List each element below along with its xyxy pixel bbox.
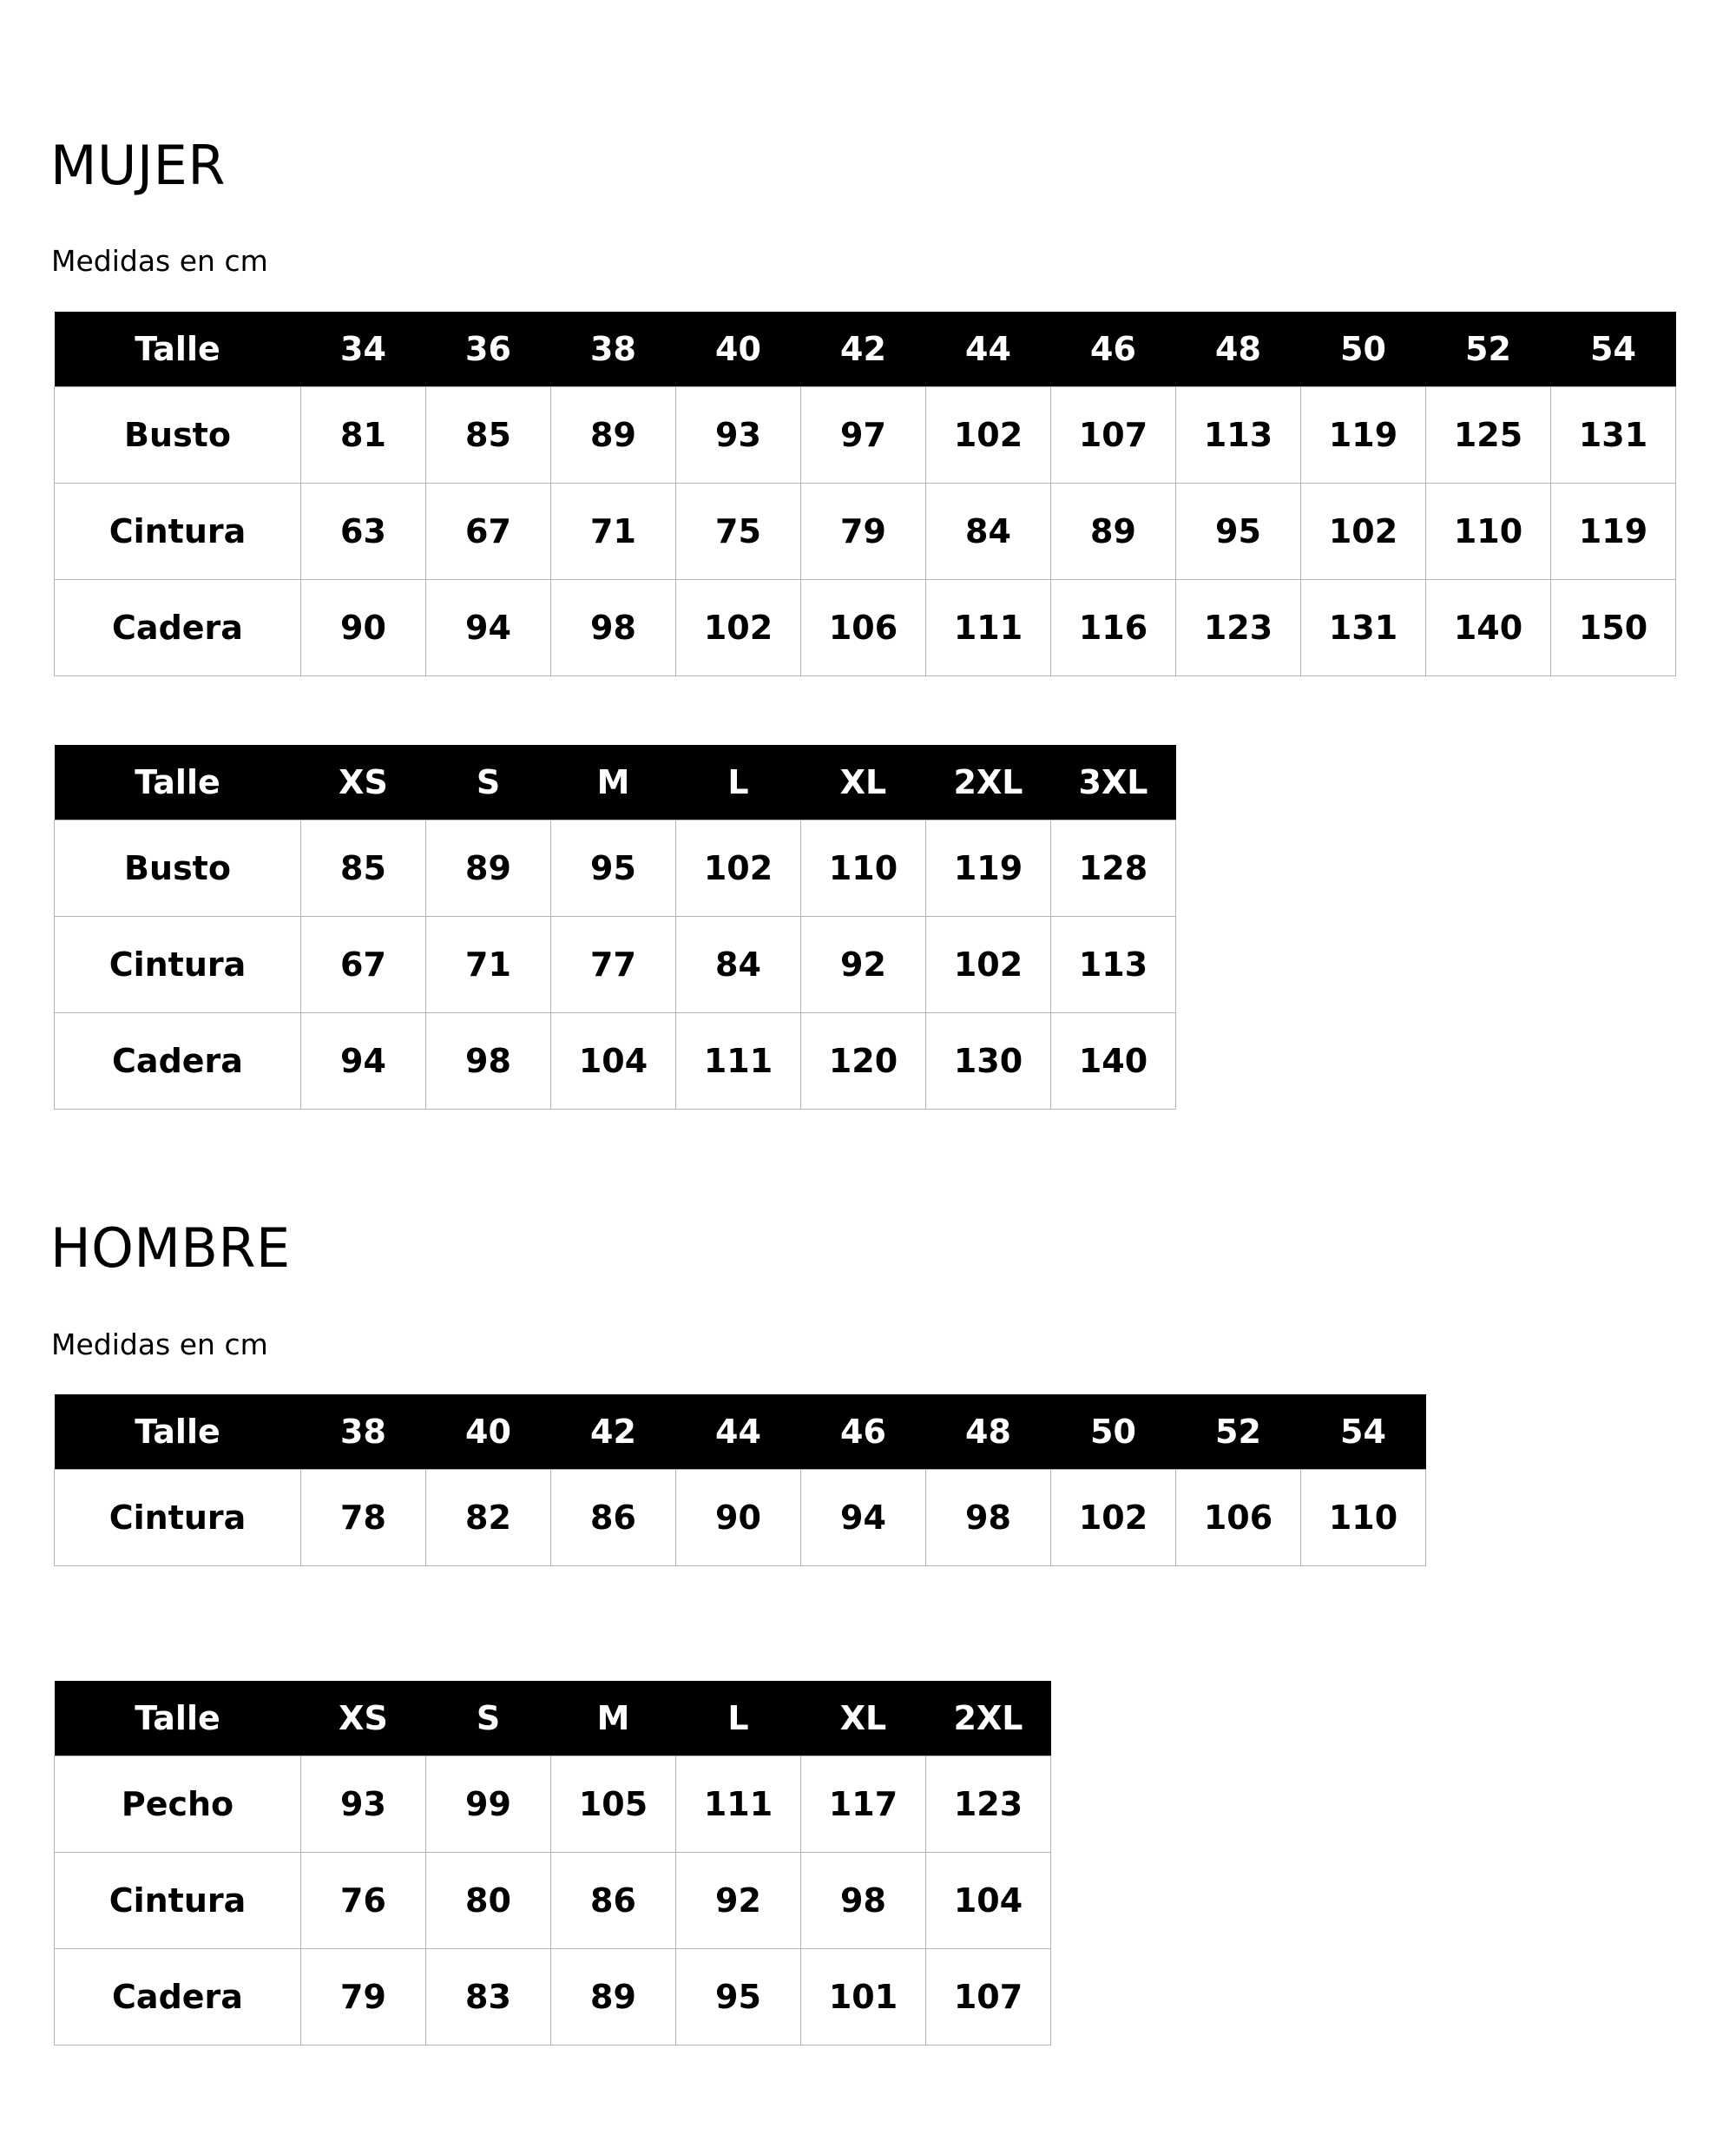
size-header-cell: 34 xyxy=(301,312,426,387)
measurement-cell: 98 xyxy=(926,1470,1051,1566)
measurement-cell: 140 xyxy=(1426,580,1551,676)
measurement-cell: 125 xyxy=(1426,387,1551,484)
measurement-cell: 110 xyxy=(1301,1470,1426,1566)
measurement-cell: 86 xyxy=(551,1853,676,1949)
measurement-cell: 116 xyxy=(1051,580,1176,676)
size-header-cell: 52 xyxy=(1426,312,1551,387)
measurement-cell: 140 xyxy=(1051,1013,1176,1110)
measurement-cell: 86 xyxy=(551,1470,676,1566)
header-label-talle: Talle xyxy=(55,1681,301,1756)
table-row xyxy=(55,387,1676,484)
units-note-mujer: Medidas en cm xyxy=(51,244,268,278)
measurement-cell: 79 xyxy=(801,484,926,580)
measurement-cell: 113 xyxy=(1051,917,1176,1013)
size-header-cell: XL xyxy=(801,1681,926,1756)
size-header-cell: 44 xyxy=(676,1394,801,1470)
measurement-cell: 130 xyxy=(926,1013,1051,1110)
row-label-pecho: Pecho xyxy=(55,1756,301,1853)
size-header-cell: 54 xyxy=(1551,312,1676,387)
measurement-cell: 67 xyxy=(426,484,551,580)
measurement-cell: 89 xyxy=(551,1949,676,2045)
measurement-cell: 111 xyxy=(676,1756,801,1853)
measurement-cell: 102 xyxy=(676,580,801,676)
measurement-cell: 89 xyxy=(426,820,551,917)
size-header-cell: 48 xyxy=(926,1394,1051,1470)
row-label-cintura: Cintura xyxy=(55,1470,301,1566)
measurement-cell: 71 xyxy=(426,917,551,1013)
header-label-talle: Talle xyxy=(55,312,301,387)
size-header-cell: M xyxy=(551,1681,676,1756)
measurement-cell: 89 xyxy=(1051,484,1176,580)
header-label-talle: Talle xyxy=(55,1394,301,1470)
size-table-mujer-letter xyxy=(54,745,1176,1110)
measurement-cell: 111 xyxy=(926,580,1051,676)
row-label-cadera: Cadera xyxy=(55,1013,301,1110)
size-header-cell: 46 xyxy=(801,1394,926,1470)
measurement-cell: 102 xyxy=(676,820,801,917)
measurement-cell: 76 xyxy=(301,1853,426,1949)
table-row xyxy=(55,820,1176,917)
measurement-cell: 84 xyxy=(926,484,1051,580)
measurement-cell: 95 xyxy=(676,1949,801,2045)
measurement-cell: 84 xyxy=(676,917,801,1013)
size-header-cell: S xyxy=(426,1681,551,1756)
units-note-hombre: Medidas en cm xyxy=(51,1327,268,1361)
measurement-cell: 102 xyxy=(1301,484,1426,580)
table-row xyxy=(55,484,1676,580)
measurement-cell: 94 xyxy=(801,1470,926,1566)
measurement-cell: 111 xyxy=(676,1013,801,1110)
measurement-cell: 104 xyxy=(551,1013,676,1110)
size-header-cell: 46 xyxy=(1051,312,1176,387)
measurement-cell: 119 xyxy=(1551,484,1676,580)
measurement-cell: 102 xyxy=(926,387,1051,484)
measurement-cell: 107 xyxy=(926,1949,1051,2045)
size-table-hombre-numeric xyxy=(54,1394,1426,1566)
measurement-cell: 95 xyxy=(1176,484,1301,580)
measurement-cell: 97 xyxy=(801,387,926,484)
measurement-cell: 110 xyxy=(801,820,926,917)
size-header-cell: 36 xyxy=(426,312,551,387)
measurement-cell: 131 xyxy=(1301,580,1426,676)
table-row xyxy=(55,1470,1426,1566)
measurement-cell: 79 xyxy=(301,1949,426,2045)
measurement-cell: 106 xyxy=(801,580,926,676)
measurement-cell: 101 xyxy=(801,1949,926,2045)
size-header-cell: L xyxy=(676,1681,801,1756)
measurement-cell: 85 xyxy=(426,387,551,484)
measurement-cell: 85 xyxy=(301,820,426,917)
row-label-busto: Busto xyxy=(55,820,301,917)
size-header-cell: 40 xyxy=(676,312,801,387)
size-header-cell: 40 xyxy=(426,1394,551,1470)
size-header-cell: 50 xyxy=(1051,1394,1176,1470)
measurement-cell: 123 xyxy=(926,1756,1051,1853)
table-row xyxy=(55,917,1176,1013)
measurement-cell: 94 xyxy=(426,580,551,676)
row-label-cintura: Cintura xyxy=(55,484,301,580)
size-header-cell: 2XL xyxy=(926,1681,1051,1756)
size-header-cell: 38 xyxy=(301,1394,426,1470)
size-header-cell: 42 xyxy=(801,312,926,387)
size-header-cell: M xyxy=(551,745,676,820)
size-header-cell: 52 xyxy=(1176,1394,1301,1470)
size-header-cell: XL xyxy=(801,745,926,820)
table-header-row xyxy=(55,1681,1051,1756)
section-title-hombre: HOMBRE xyxy=(50,1216,291,1280)
measurement-cell: 92 xyxy=(676,1853,801,1949)
measurement-cell: 119 xyxy=(926,820,1051,917)
measurement-cell: 150 xyxy=(1551,580,1676,676)
size-table-mujer-numeric xyxy=(54,312,1676,676)
header-label-talle: Talle xyxy=(55,745,301,820)
table-header-row xyxy=(55,312,1676,387)
measurement-cell: 102 xyxy=(1051,1470,1176,1566)
measurement-cell: 78 xyxy=(301,1470,426,1566)
measurement-cell: 93 xyxy=(301,1756,426,1853)
measurement-cell: 67 xyxy=(301,917,426,1013)
measurement-cell: 77 xyxy=(551,917,676,1013)
measurement-cell: 75 xyxy=(676,484,801,580)
size-header-cell: 54 xyxy=(1301,1394,1426,1470)
measurement-cell: 95 xyxy=(551,820,676,917)
table-row xyxy=(55,1013,1176,1110)
size-header-cell: 48 xyxy=(1176,312,1301,387)
size-header-cell: XS xyxy=(301,745,426,820)
row-label-cintura: Cintura xyxy=(55,1853,301,1949)
row-label-cadera: Cadera xyxy=(55,580,301,676)
measurement-cell: 119 xyxy=(1301,387,1426,484)
table-header-row xyxy=(55,1394,1426,1470)
size-header-cell: 3XL xyxy=(1051,745,1176,820)
size-header-cell: S xyxy=(426,745,551,820)
measurement-cell: 98 xyxy=(426,1013,551,1110)
measurement-cell: 131 xyxy=(1551,387,1676,484)
measurement-cell: 106 xyxy=(1176,1470,1301,1566)
measurement-cell: 90 xyxy=(676,1470,801,1566)
size-header-cell: 38 xyxy=(551,312,676,387)
measurement-cell: 90 xyxy=(301,580,426,676)
measurement-cell: 102 xyxy=(926,917,1051,1013)
section-title-mujer: MUJER xyxy=(50,134,226,197)
measurement-cell: 123 xyxy=(1176,580,1301,676)
measurement-cell: 83 xyxy=(426,1949,551,2045)
table-row xyxy=(55,1949,1051,2045)
measurement-cell: 92 xyxy=(801,917,926,1013)
measurement-cell: 80 xyxy=(426,1853,551,1949)
table-header-row xyxy=(55,745,1176,820)
measurement-cell: 105 xyxy=(551,1756,676,1853)
measurement-cell: 110 xyxy=(1426,484,1551,580)
size-header-cell: L xyxy=(676,745,801,820)
measurement-cell: 71 xyxy=(551,484,676,580)
measurement-cell: 107 xyxy=(1051,387,1176,484)
table-row xyxy=(55,580,1676,676)
size-table-hombre-letter xyxy=(54,1681,1051,2045)
measurement-cell: 117 xyxy=(801,1756,926,1853)
measurement-cell: 98 xyxy=(801,1853,926,1949)
measurement-cell: 93 xyxy=(676,387,801,484)
measurement-cell: 128 xyxy=(1051,820,1176,917)
row-label-cadera: Cadera xyxy=(55,1949,301,2045)
size-header-cell: XS xyxy=(301,1681,426,1756)
measurement-cell: 120 xyxy=(801,1013,926,1110)
measurement-cell: 104 xyxy=(926,1853,1051,1949)
table-row xyxy=(55,1853,1051,1949)
measurement-cell: 113 xyxy=(1176,387,1301,484)
row-label-busto: Busto xyxy=(55,387,301,484)
table-row xyxy=(55,1756,1051,1853)
size-header-cell: 42 xyxy=(551,1394,676,1470)
measurement-cell: 98 xyxy=(551,580,676,676)
measurement-cell: 99 xyxy=(426,1756,551,1853)
measurement-cell: 63 xyxy=(301,484,426,580)
measurement-cell: 89 xyxy=(551,387,676,484)
measurement-cell: 82 xyxy=(426,1470,551,1566)
size-header-cell: 2XL xyxy=(926,745,1051,820)
measurement-cell: 94 xyxy=(301,1013,426,1110)
measurement-cell: 81 xyxy=(301,387,426,484)
row-label-cintura: Cintura xyxy=(55,917,301,1013)
size-header-cell: 50 xyxy=(1301,312,1426,387)
size-header-cell: 44 xyxy=(926,312,1051,387)
